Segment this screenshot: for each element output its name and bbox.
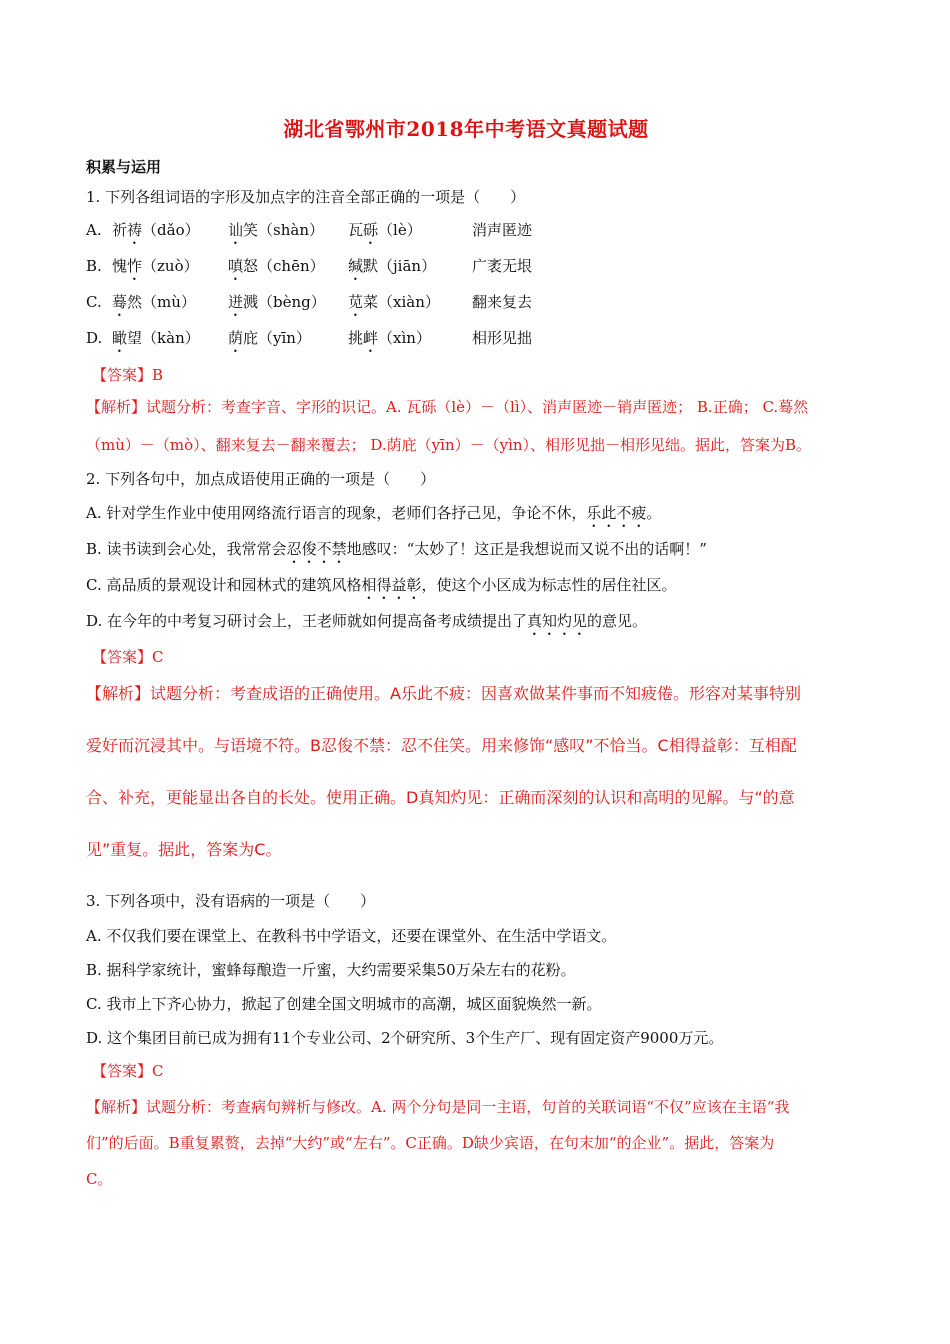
idiom-dotted: 乐此不疲 — [586, 504, 647, 522]
question-2-option-d: D. 在今年的中考复习研讨会上，王老师就如何提高备考成绩提出了真知灼见的意见。 — [86, 612, 648, 630]
page-title: 湖北省鄂州市2018年中考语文真题试题 — [283, 117, 649, 141]
option-word-4: 相形见拙 — [472, 329, 533, 347]
option-word-2: 荫庇（yīn） — [228, 329, 311, 347]
option-word-1: 愧怍（zuò） — [112, 257, 199, 275]
question-3-option-c: C. 我市上下齐心协力，掀起了创建全国文明城市的高潮，城区面貌焕然一新。 — [86, 995, 602, 1013]
analysis-line: 【解析】试题分析：考查成语的正确使用。A乐此不疲：因喜欢做某件事而不知疲倦。形容对某事特别 — [86, 684, 801, 703]
option-label: B. — [86, 257, 102, 275]
option-word-3: 瓦砾（lè） — [348, 221, 422, 239]
option-word-2: 讪笑（shàn） — [228, 221, 324, 239]
question-1-stem: 1. 下列各组词语的字形及加点字的注音全部正确的一项是（ ） — [86, 188, 526, 206]
question-1-answer: 【答案】B — [92, 366, 164, 384]
option-word-3: 苋菜（xiàn） — [348, 293, 440, 311]
option-word-4: 广袤无垠 — [472, 257, 533, 275]
option-word-4: 消声匿迹 — [472, 221, 533, 239]
option-word-3: 缄默（jiān） — [348, 257, 437, 275]
question-1-analysis-line-1: 【解析】试题分析：考查字音、字形的识记。A. 瓦砾（lè）－（lì）、消声匿迹－销声匿迹； B.正确； C.蓦然 — [86, 398, 809, 416]
question-3-option-a: A. 不仅我们要在课堂上、在教科书中学语文，还要在课堂外、在生活中学语文。 — [86, 927, 617, 945]
idiom-dotted: 真知灼见 — [527, 612, 588, 630]
analysis-line: 见”重复。据此，答案为C。 — [86, 840, 282, 859]
question-3-analysis-line-1: 【解析】试题分析：考查病句辨析与修改。A. 两个分句是同一主语，句首的关联词语“不仅”应该在主语“我 — [86, 1098, 790, 1116]
option-word-2: 嗔怒（chēn） — [228, 257, 325, 275]
analysis-line: 爱好而沉浸其中。与语境不符。B忍俊不禁：忍不住笑。用来修饰“感叹”不恰当。C相得益彰：互相配 — [86, 736, 797, 755]
option-word-2: 迸溅（bèng） — [228, 293, 326, 311]
question-3-option-b: B. 据科学家统计，蜜蜂每酿造一斤蜜，大约需要采集50万朵左右的花粉。 — [86, 961, 576, 979]
option-word-3: 挑衅（xìn） — [348, 329, 431, 347]
option-word-1: 瞰望（kàn） — [112, 329, 200, 347]
question-3-answer: 【答案】C — [92, 1062, 164, 1080]
question-2-stem: 2. 下列各句中，加点成语使用正确的一项是（ ） — [86, 470, 436, 488]
question-3-option-d: D. 这个集团目前已成为拥有11个专业公司、2个研究所、3个生产厂、现有固定资产9000万元。 — [86, 1029, 724, 1047]
option-word-1: 蓦然（mù） — [112, 293, 196, 311]
analysis-line: 合、补充，更能显出各自的长处。使用正确。D真知灼见：正确而深刻的认识和高明的见解。与“的意 — [86, 788, 795, 807]
option-label: D. — [86, 329, 103, 347]
idiom-dotted: 忍俊不禁 — [286, 540, 347, 558]
section-heading: 积累与运用 — [86, 158, 162, 176]
option-word-1: 祈祷（dǎo） — [112, 221, 200, 239]
question-3-analysis-line-2: 们”的后面。B重复累赘，去掉“大约”或“左右”。C正确。D缺少宾语，在句末加“的企业”。据此，答案为 — [86, 1134, 775, 1152]
question-3-analysis-line-3: C。 — [86, 1170, 113, 1188]
question-1-analysis-line-2: （mù）－（mò）、翻来复去－翻来覆去； D.荫庇（yīn）－（yìn）、相形见拙－相形见绌。据此，答案为B。 — [86, 436, 812, 454]
option-word-4: 翻来复去 — [472, 293, 533, 311]
question-3-stem: 3. 下列各项中，没有语病的一项是（ ） — [86, 892, 376, 910]
idiom-dotted: 相得益彰 — [361, 576, 422, 594]
question-2-option-c: C. 高品质的景观设计和园林式的建筑风格相得益彰，使这个小区成为标志性的居住社区。 — [86, 576, 677, 594]
question-2-option-a: A. 针对学生作业中使用网络流行语言的现象，老师们各抒己见，争论不休，乐此不疲。 — [86, 504, 662, 522]
option-label: C. — [86, 293, 102, 311]
question-2-answer: 【答案】C — [92, 648, 164, 666]
question-2-option-b: B. 读书读到会心处，我常常会忍俊不禁地感叹：“太妙了！这正是我想说而又说不出的话啊！” — [86, 540, 707, 558]
question-2-analysis — [86, 668, 846, 876]
option-label: A. — [86, 221, 102, 239]
